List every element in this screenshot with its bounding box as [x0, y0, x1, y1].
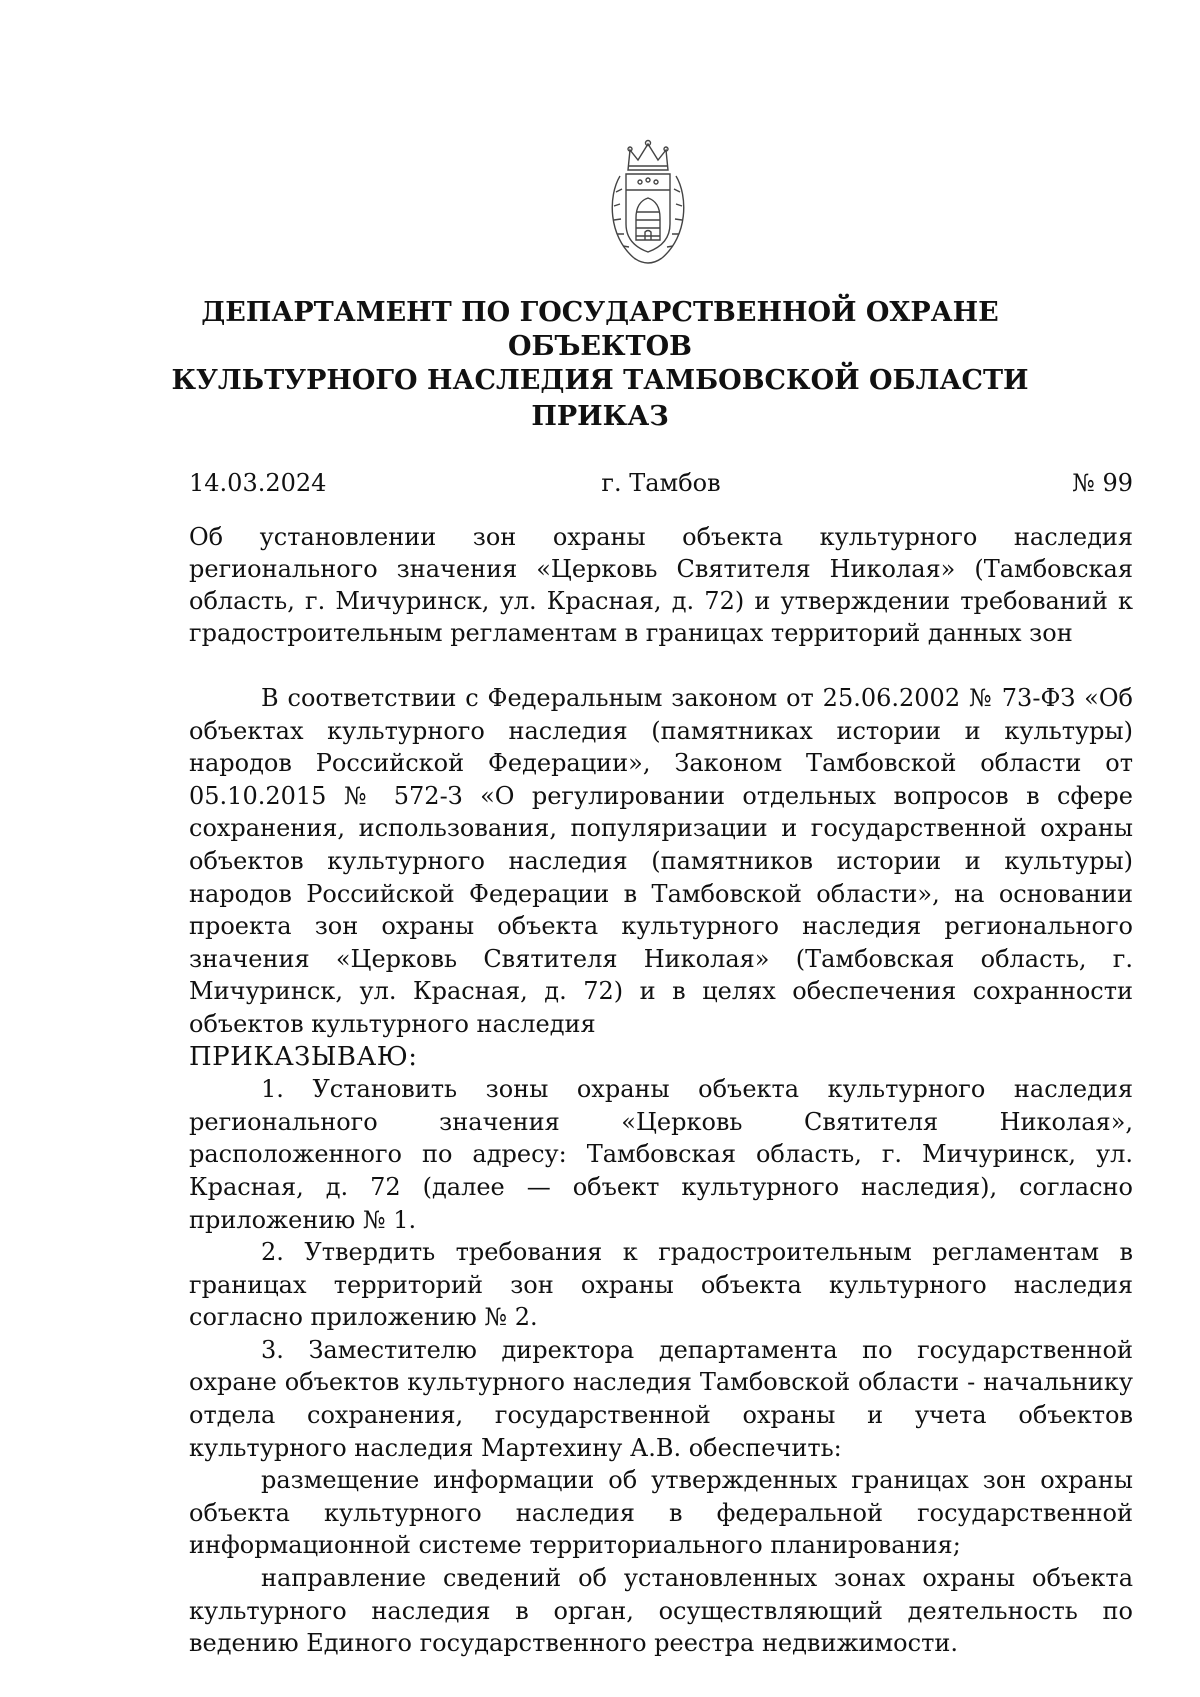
- order-item-3: 3. Заместителю директора департамента по государственной охране объектов культурного наследия Тамбовской области - начальнику отдела сохранения, государственной охраны и учета объектов культурного наследия Мартехину А.В. обеспечить:: [189, 1335, 1133, 1462]
- document-meta-row: [189, 466, 1133, 500]
- order-subitem-2: направление сведений об установленных зонах охраны объекта культурного наследия в орган, осуществляющий деятельность по ведению Единого государственного реестра недвижимости.: [189, 1564, 1133, 1658]
- document-subject: Об установлении зон охраны объекта культурного наследия регионального значения «Церковь Святителя Николая» (Тамбовская область, г. Мичуринск, ул. Красная, д. 72) и утверждении требований к градостроительным регламентам в границах территорий данных зон: [189, 523, 1133, 647]
- document-type-title: ПРИКАЗ: [531, 401, 669, 432]
- preamble-paragraph: [189, 682, 1133, 1073]
- order-subitem-1: размещение информации об утвержденных границах зон охраны объекта культурного наследия в федеральной государственной информационной системе территориального планирования;: [189, 1466, 1133, 1560]
- department-heading: [140, 296, 1060, 398]
- document-number: № 99: [1072, 469, 1133, 497]
- document-city: г. Тамбов: [601, 469, 721, 497]
- coat-of-arms-icon: [600, 136, 696, 272]
- preamble-text: В соответствии с Федеральным законом от 25.06.2002 № 73-ФЗ «Об объектах культурного наследия (памятниках истории и культуры) народов Российской Федерации», Законом Тамбовской области от 05.10.2015 № 572-З «О регулировании отдельных вопросов в сфере сохранения, использования, популяризации и государственной охраны объектов культурного наследия (памятников истории и культуры) народов Российской Федерации в Тамбовской области», на основании проекта зон охраны объекта культурного наследия регионального значения «Церковь Святителя Николая» (Тамбовская область, г. Мичуринск, ул. Красная, д. 72) и в целях обеспечения сохранности объектов культурного наследия: [189, 684, 1133, 1038]
- decree-word: ПРИКАЗЫВАЮ:: [189, 1041, 418, 1072]
- department-line-2: КУЛЬТУРНОГО НАСЛЕДИЯ ТАМБОВСКОЙ ОБЛАСТИ: [171, 365, 1029, 396]
- document-date: 14.03.2024: [189, 469, 327, 497]
- department-line-1: ДЕПАРТАМЕНТ ПО ГОСУДАРСТВЕННОЙ ОХРАНЕ ОБЪЕКТОВ: [201, 297, 999, 362]
- order-item-2: 2. Утвердить требования к градостроительным регламентам в границах территорий зон охраны объекта культурного наследия согласно приложению № 2.: [189, 1238, 1133, 1332]
- emblem-graphic: [600, 136, 696, 272]
- order-item-1: 1. Установить зоны охраны объекта культурного наследия регионального значения «Церковь Святителя Николая», расположенного по адресу: Тамбовская область, г. Мичуринск, ул. Красная, д. 72 (далее — объект культурного наследия), согласно приложению № 1.: [189, 1075, 1133, 1234]
- document-body: [189, 682, 1133, 1660]
